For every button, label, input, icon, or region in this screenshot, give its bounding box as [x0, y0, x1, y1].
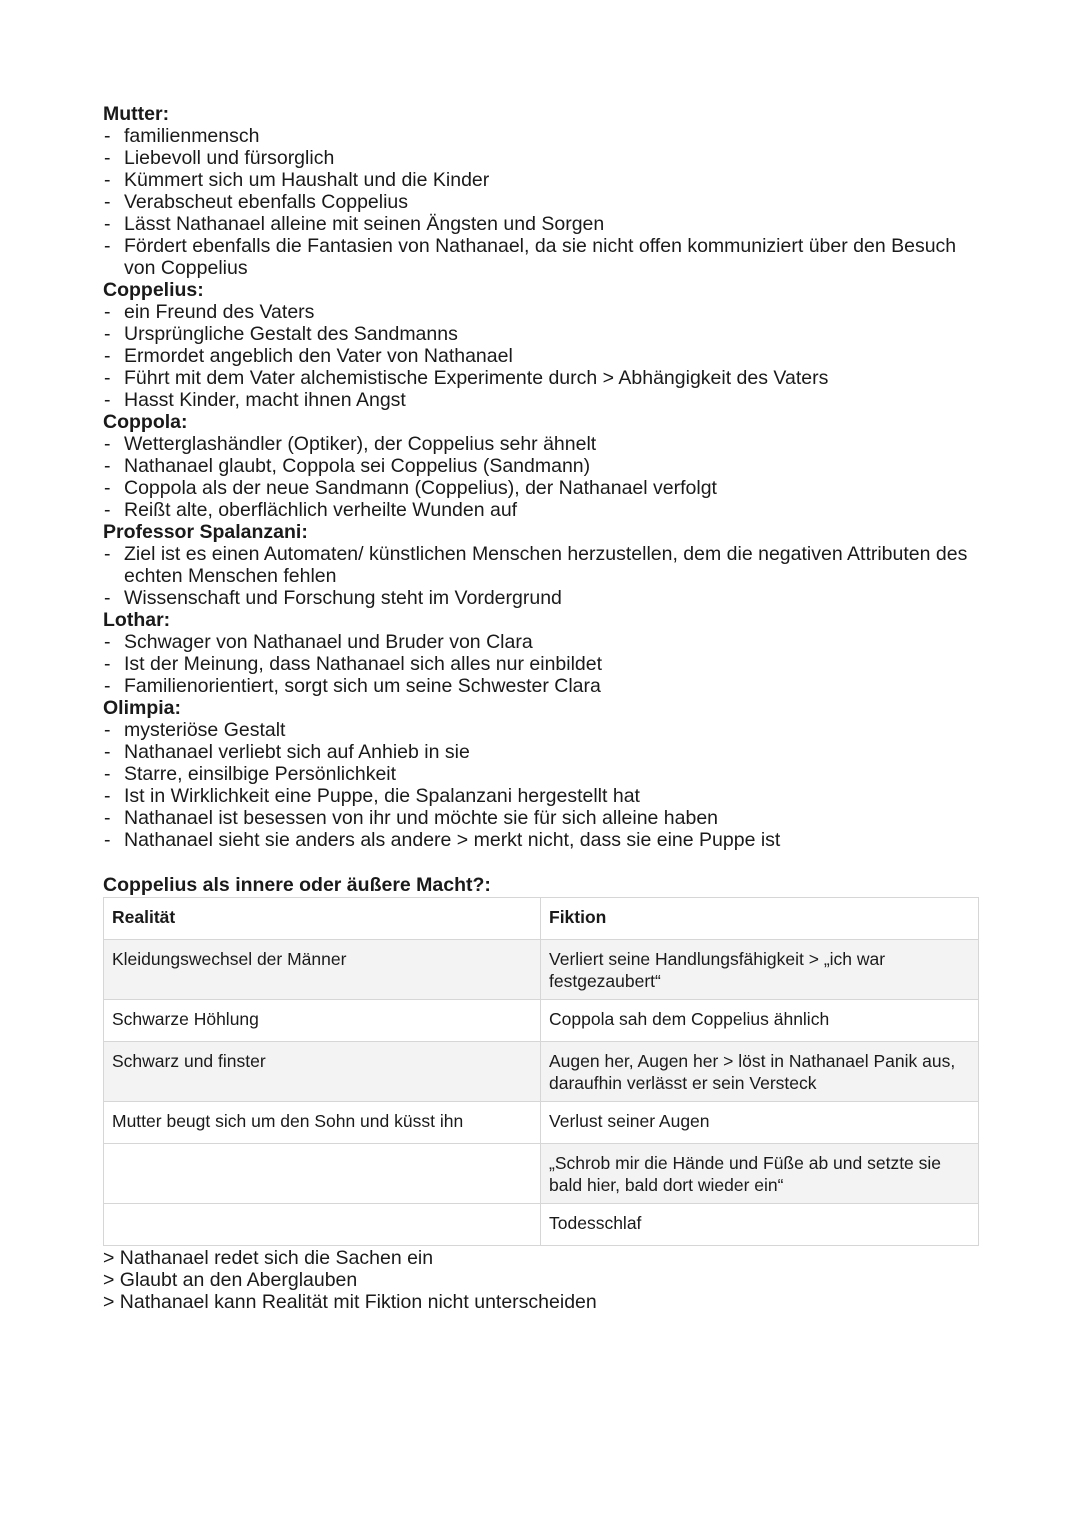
table-row	[104, 940, 979, 1000]
header-fiktion: Fiktion	[541, 898, 979, 940]
cell-realitaet	[104, 1144, 541, 1204]
section-title: Mutter:	[103, 103, 170, 125]
table-row	[104, 1204, 979, 1246]
bullet-list	[103, 433, 983, 521]
bullet-item: - Ermordet angeblich den Vater von Nathanael	[103, 345, 983, 367]
bullet-item: - Ursprüngliche Gestalt des Sandmanns	[103, 323, 983, 345]
bullet-item: - Nathanael glaubt, Coppola sei Coppelius (Sandmann)	[103, 455, 983, 477]
bullet-item: - Nathanael verliebt sich auf Anhieb in sie	[103, 741, 983, 763]
bullet-item: - Nathanael ist besessen von ihr und möchte sie für sich alleine haben	[103, 807, 983, 829]
bullet-item: - Ist der Meinung, dass Nathanael sich alles nur einbildet	[103, 653, 983, 675]
cell-realitaet: Schwarz und finster	[104, 1042, 541, 1102]
table-header-row	[104, 898, 979, 940]
bullet-list	[103, 719, 983, 851]
bullet-list	[103, 543, 983, 609]
bullet-item: - familienmensch	[103, 125, 983, 147]
bullet-item: - Hasst Kinder, macht ihnen Angst	[103, 389, 983, 411]
section-title: Lothar:	[103, 609, 171, 631]
bullet-item: - Kümmert sich um Haushalt und die Kinder	[103, 169, 983, 191]
section-title: Professor Spalanzani:	[103, 521, 308, 543]
cell-fiktion: Verliert seine Handlungsfähigkeit > „ich war festgezaubert“	[541, 940, 979, 1000]
table-row	[104, 1102, 979, 1144]
bullet-item: - Starre, einsilbige Persönlichkeit	[103, 763, 983, 785]
bullet-list	[103, 125, 983, 279]
section-title: Olimpia:	[103, 697, 182, 719]
header-realitaet: Realität	[104, 898, 541, 940]
cell-realitaet	[104, 1204, 541, 1246]
cell-fiktion: Coppola sah dem Coppelius ähnlich	[541, 1000, 979, 1042]
bullet-item: - Nathanael sieht sie anders als andere > merkt nicht, dass sie eine Puppe ist	[103, 829, 983, 851]
bullet-item: - Schwager von Nathanael und Bruder von Clara	[103, 631, 983, 653]
bullet-item: - ein Freund des Vaters	[103, 301, 983, 323]
conclusion-line: > Nathanael kann Realität mit Fiktion nicht unterscheiden	[103, 1291, 597, 1313]
bullet-item: - Führt mit dem Vater alchemistische Experimente durch > Abhängigkeit des Vaters	[103, 367, 983, 389]
section-title: Coppelius:	[103, 279, 204, 301]
bullet-item: - Ist in Wirklichkeit eine Puppe, die Spalanzani hergestellt hat	[103, 785, 983, 807]
cell-fiktion: „Schrob mir die Hände und Füße ab und setzte sie bald hier, bald dort wieder ein“	[541, 1144, 979, 1204]
bullet-item: - Familienorientiert, sorgt sich um seine Schwester Clara	[103, 675, 983, 697]
conclusions	[103, 1247, 983, 1313]
table-row	[104, 1144, 979, 1204]
bullet-item: - Reißt alte, oberflächlich verheilte Wunden auf	[103, 499, 983, 521]
document-page	[103, 103, 983, 1313]
comparison-table	[103, 897, 979, 1246]
section-title: Coppola:	[103, 411, 188, 433]
bullet-item: - Liebevoll und fürsorglich	[103, 147, 983, 169]
cell-realitaet: Kleidungswechsel der Männer	[104, 940, 541, 1000]
bullet-item: - Verabscheut ebenfalls Coppelius	[103, 191, 983, 213]
bullet-item: - Lässt Nathanael alleine mit seinen Ängsten und Sorgen	[103, 213, 983, 235]
cell-realitaet: Mutter beugt sich um den Sohn und küsst ihn	[104, 1102, 541, 1144]
cell-realitaet: Schwarze Höhlung	[104, 1000, 541, 1042]
conclusion-line: > Glaubt an den Aberglauben	[103, 1269, 358, 1291]
bullet-item: - Wissenschaft und Forschung steht im Vordergrund	[103, 587, 983, 609]
bullet-item: - Ziel ist es einen Automaten/ künstlichen Menschen herzustellen, dem die negativen Attributen des echten Menschen fehlen	[103, 543, 983, 587]
cell-fiktion: Verlust seiner Augen	[541, 1102, 979, 1144]
bullet-item: - Wetterglashändler (Optiker), der Coppelius sehr ähnelt	[103, 433, 983, 455]
table-row	[104, 1042, 979, 1102]
cell-fiktion: Todesschlaf	[541, 1204, 979, 1246]
conclusion-line: > Nathanael redet sich die Sachen ein	[103, 1247, 434, 1269]
bullet-list	[103, 301, 983, 411]
bullet-list	[103, 631, 983, 697]
table-row	[104, 1000, 979, 1042]
bullet-item: - Coppola als der neue Sandmann (Coppelius), der Nathanael verfolgt	[103, 477, 983, 499]
bullet-item: - Fördert ebenfalls die Fantasien von Nathanael, da sie nicht offen kommuniziert über den Besuch von Coppelius	[103, 235, 983, 279]
bullet-item: - mysteriöse Gestalt	[103, 719, 983, 741]
character-sections	[103, 103, 983, 851]
cell-fiktion: Augen her, Augen her > löst in Nathanael Panik aus, daraufhin verlässt er sein Versteck	[541, 1042, 979, 1102]
table-title: Coppelius als innere oder äußere Macht?:	[103, 874, 491, 896]
